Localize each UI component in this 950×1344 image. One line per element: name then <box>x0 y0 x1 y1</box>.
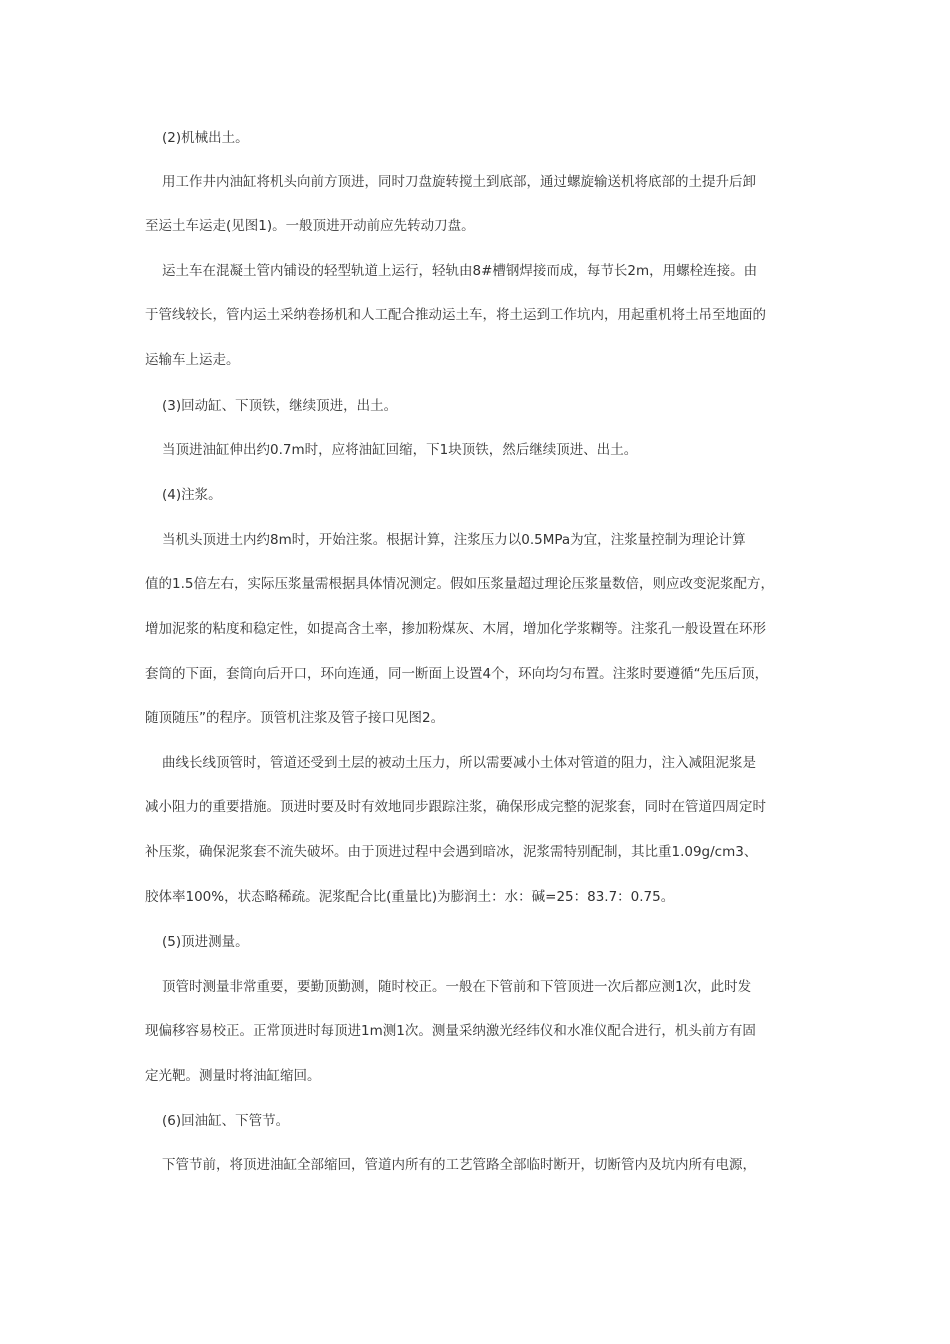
heading-mechanical-excavation: (2)机械出土。 <box>162 130 249 146</box>
heading-lower-pipe-section: (6)回油缸、下管节。 <box>162 1113 290 1129</box>
paragraph-line: 至运土车运走(见图1)。一般顶进开动前应先转动刀盘。 <box>145 218 475 234</box>
paragraph-line: 补压浆，确保泥浆套不流失破坏。由于顶进过程中会遇到暗冰，泥浆需特别配制，其比重1.09g/cm3、 <box>145 844 758 860</box>
paragraph-line: 当顶进油缸伸出约0.7m时，应将油缸回缩，下1块顶铁，然后继续顶进、出土。 <box>162 442 638 458</box>
paragraph-line: 顶管时测量非常重要，要勤顶勤测，随时校正。一般在下管前和下管顶进一次后都应测1次，此时发 <box>162 979 752 995</box>
paragraph-line: 运土车在混凝土管内铺设的轻型轨道上运行，轻轨由8#槽钢焊接而成，每节长2m，用螺栓连接。由 <box>162 263 758 279</box>
paragraph-line: 减小阻力的重要措施。顶进时要及时有效地同步跟踪注浆，确保形成完整的泥浆套，同时在管道四周定时 <box>145 799 766 815</box>
paragraph-line: 套筒的下面，套筒向后开口，环向连通，同一断面上设置4个，环向均匀布置。注浆时要遵循“先压后顶， <box>145 666 769 682</box>
paragraph-line: 曲线长线顶管时，管道还受到土层的被动土压力，所以需要减小土体对管道的阻力，注入减阻泥浆是 <box>162 755 756 771</box>
paragraph-line: 随顶随压”的程序。顶管机注浆及管子接口见图2。 <box>145 710 445 726</box>
paragraph-line: 下管节前，将顶进油缸全部缩回，管道内所有的工艺管路全部临时断开，切断管内及坑内所有电源， <box>162 1157 756 1173</box>
heading-grouting: (4)注浆。 <box>162 487 222 503</box>
paragraph-line: 增加泥浆的粘度和稳定性，如提高含土率，掺加粉煤灰、木屑，增加化学浆糊等。注浆孔一般设置在环形 <box>145 621 766 637</box>
paragraph-line: 值的1.5倍左右，实际压浆量需根据具体情况测定。假如压浆量超过理论压浆量数倍，则应改变泥浆配方， <box>145 576 774 592</box>
heading-jacking-survey: (5)顶进测量。 <box>162 934 249 950</box>
paragraph-line: 当机头顶进土内约8m时，开始注浆。根据计算，注浆压力以0.5MPa为宜，注浆量控制为理论计算 <box>162 532 746 548</box>
paragraph-line: 现偏移容易校正。正常顶进时每顶进1m测1次。测量采纳激光经纬仪和水准仪配合进行，机头前方有固 <box>145 1023 756 1039</box>
paragraph-line: 胶体率100%，状态略稀疏。泥浆配合比(重量比)为膨润土：水：碱=25：83.7：0.75。 <box>145 889 675 905</box>
heading-retract-cylinder: (3)回动缸、下顶铁，继续顶进，出土。 <box>162 398 398 414</box>
paragraph-line: 定光靶。测量时将油缸缩回。 <box>145 1068 321 1084</box>
paragraph-line: 于管线较长，管内运土采纳卷扬机和人工配合推动运土车，将土运到工作坑内，用起重机将土吊至地面的 <box>145 307 766 323</box>
paragraph-line: 运输车上运走。 <box>145 352 240 368</box>
paragraph-line: 用工作井内油缸将机头向前方顶进，同时刀盘旋转搅土到底部，通过螺旋输送机将底部的土提升后卸 <box>162 174 756 190</box>
